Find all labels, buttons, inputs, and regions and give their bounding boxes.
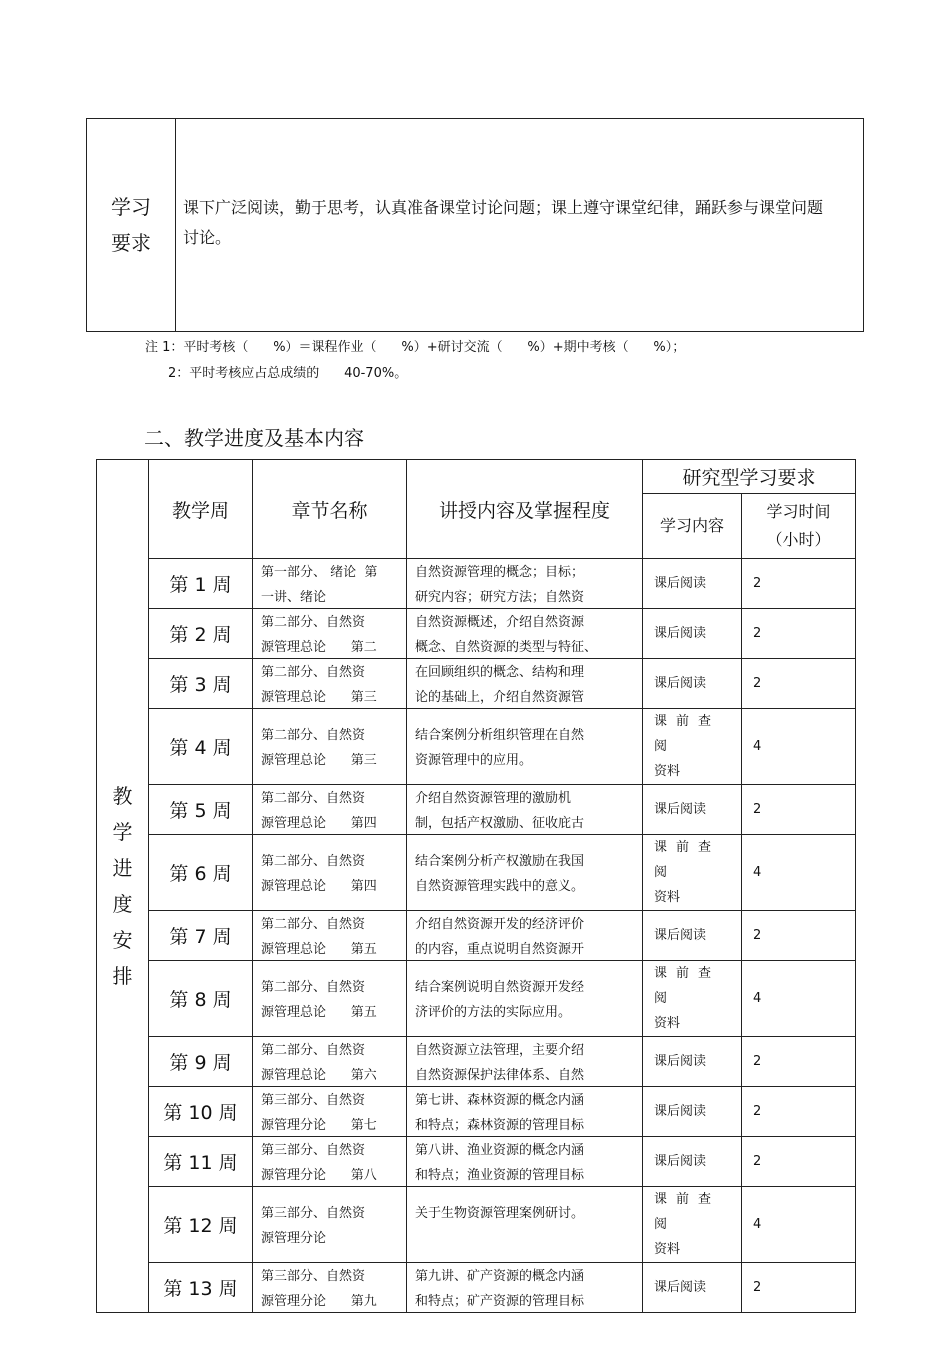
content-line1: 自然资源立法管理，主要介绍 — [415, 1042, 585, 1058]
content-line2: 自然资源管理实践中的意义。 — [415, 878, 585, 894]
chapter-line2: 源管理总论 第五 — [261, 941, 377, 957]
study-line2: 资料 — [654, 890, 681, 905]
study-line1: 课后阅读 — [654, 802, 707, 817]
study-time-cell: 4 — [742, 1187, 856, 1263]
content-line1: 介绍自然资源开发的经济评价 — [415, 916, 585, 932]
chapter-line2: 源管理分论 第八 — [261, 1167, 377, 1183]
side-char: 进 — [112, 856, 133, 880]
chapter-line1: 第二部分、自然资 — [261, 853, 366, 869]
study-time-cell: 2 — [742, 609, 856, 659]
table-row — [97, 961, 856, 1037]
content-line2: 概念、自然资源的类型与特征、 — [415, 639, 598, 655]
content-line2: 研究内容；研究方法；自然资 — [415, 589, 585, 605]
chapter-line1: 第三部分、自然资 — [261, 1205, 366, 1221]
chapter-line2: 源管理总论 第六 — [261, 1067, 377, 1083]
content-line1: 关于生物资源管理案例研讨。 — [415, 1205, 585, 1221]
chapter-line1: 第二部分、自然资 — [261, 979, 366, 995]
study-content-cell — [643, 961, 742, 1037]
header-week: 教学周 — [149, 460, 253, 559]
chapter-line1: 第二部分、自然资 — [261, 916, 366, 932]
study-line1: 课前查阅 — [654, 1192, 721, 1232]
content-line2: 论的基础上，介绍自然资源管 — [415, 689, 585, 705]
side-char: 学 — [112, 820, 133, 844]
content-line2: 的内容，重点说明自然资源开 — [415, 941, 585, 957]
content-line2: 自然资源保护法律体系、自然 — [415, 1067, 585, 1083]
content-line2: 济评价的方法的实际应用。 — [415, 1004, 572, 1020]
chapter-cell — [253, 1037, 407, 1087]
content-line2: 资源管理中的应用。 — [415, 752, 533, 768]
chapter-line1: 第二部分、自然资 — [261, 664, 366, 680]
study-line2: 资料 — [654, 1242, 681, 1257]
study-content-cell — [643, 709, 742, 785]
study-line2: 资料 — [654, 764, 681, 779]
study-time-cell: 2 — [742, 559, 856, 609]
study-time-cell: 4 — [742, 835, 856, 911]
chapter-line1: 第二部分、自然资 — [261, 727, 366, 743]
content-cell — [407, 1263, 643, 1313]
content-line1: 在回顾组织的概念、结构和理 — [415, 664, 585, 680]
study-line2: 资料 — [654, 1016, 681, 1031]
study-content-cell — [643, 785, 742, 835]
chapter-line2: 源管理总论 第四 — [261, 878, 377, 894]
chapter-cell — [253, 911, 407, 961]
content-line2: 和特点；森林资源的管理目标 — [415, 1117, 585, 1133]
table-row — [97, 1263, 856, 1313]
study-time-cell: 2 — [742, 1037, 856, 1087]
study-time-cell: 2 — [742, 659, 856, 709]
requirements-label-line2: 要求 — [111, 231, 151, 255]
study-line1: 课前查阅 — [654, 840, 721, 880]
header-chapter: 章节名称 — [253, 460, 407, 559]
table-header-row — [97, 460, 856, 494]
content-line1: 自然资源管理的概念；目标； — [415, 564, 585, 580]
table-row — [97, 911, 856, 961]
chapter-line2: 源管理分论 — [261, 1230, 327, 1246]
chapter-cell — [253, 785, 407, 835]
learning-requirements-text: 课下广泛阅读，勤于思考，认真准备课堂讨论问题；课上遵守课堂纪律，踊跃参与课堂问题讨论。 — [183, 198, 824, 247]
table-row — [97, 709, 856, 785]
table-row — [97, 785, 856, 835]
study-time-cell: 2 — [742, 911, 856, 961]
week-cell: 第 2 周 — [149, 609, 253, 659]
table-row — [97, 1137, 856, 1187]
chapter-line2: 源管理分论 第九 — [261, 1293, 377, 1309]
content-cell — [407, 911, 643, 961]
content-line1: 结合案例分析产权激励在我国 — [415, 853, 585, 869]
table-row — [97, 1037, 856, 1087]
study-content-cell — [643, 1187, 742, 1263]
table-row — [97, 1087, 856, 1137]
study-content-cell — [643, 1263, 742, 1313]
content-cell — [407, 835, 643, 911]
chapter-cell — [253, 709, 407, 785]
chapter-line1: 第二部分、自然资 — [261, 614, 366, 630]
chapter-cell — [253, 609, 407, 659]
content-line1: 第八讲、渔业资源的概念内涵 — [415, 1142, 585, 1158]
header-content: 讲授内容及掌握程度 — [407, 460, 643, 559]
content-line1: 自然资源概述，介绍自然资源 — [415, 614, 585, 630]
content-cell — [407, 659, 643, 709]
content-line1: 第七讲、森林资源的概念内涵 — [415, 1092, 585, 1108]
week-cell: 第 12 周 — [149, 1187, 253, 1263]
chapter-cell — [253, 1137, 407, 1187]
week-cell: 第 3 周 — [149, 659, 253, 709]
chapter-line1: 第二部分、自然资 — [261, 1042, 366, 1058]
section-title: 二、教学进度及基本内容 — [144, 426, 364, 450]
chapter-line1: 第三部分、自然资 — [261, 1268, 366, 1284]
study-time-cell: 2 — [742, 785, 856, 835]
content-cell — [407, 1187, 643, 1263]
week-cell: 第 11 周 — [149, 1137, 253, 1187]
requirements-label-line1: 学习 — [111, 195, 151, 219]
study-content-cell — [643, 659, 742, 709]
chapter-cell — [253, 1187, 407, 1263]
header-study-time-line2: （小时） — [766, 530, 831, 549]
header-study-time — [742, 494, 856, 559]
chapter-line1: 第三部分、自然资 — [261, 1142, 366, 1158]
week-cell: 第 7 周 — [149, 911, 253, 961]
table-row — [97, 659, 856, 709]
table-row — [97, 559, 856, 609]
content-cell — [407, 559, 643, 609]
week-cell: 第 10 周 — [149, 1087, 253, 1137]
study-time-cell: 4 — [742, 961, 856, 1037]
content-cell — [407, 1037, 643, 1087]
side-char: 排 — [112, 964, 133, 988]
chapter-line2: 源管理总论 第三 — [261, 689, 377, 705]
table-row — [97, 1187, 856, 1263]
content-line2: 制，包括产权激励、征收庇古 — [415, 815, 585, 831]
study-line1: 课后阅读 — [654, 1280, 707, 1295]
study-content-cell — [643, 1087, 742, 1137]
side-char: 度 — [112, 892, 133, 916]
header-research: 研究型学习要求 — [643, 460, 856, 494]
study-content-cell — [643, 1137, 742, 1187]
study-content-cell — [643, 835, 742, 911]
content-line1: 第九讲、矿产资源的概念内涵 — [415, 1268, 585, 1284]
chapter-cell — [253, 1263, 407, 1313]
study-time-cell: 4 — [742, 709, 856, 785]
chapter-cell — [253, 659, 407, 709]
study-time-cell: 2 — [742, 1137, 856, 1187]
chapter-line2: 源管理总论 第二 — [261, 639, 377, 655]
side-char: 安 — [112, 928, 133, 952]
content-line1: 介绍自然资源管理的激励机 — [415, 790, 572, 806]
chapter-line1: 第二部分、自然资 — [261, 790, 366, 806]
study-time-cell: 2 — [742, 1087, 856, 1137]
table-row — [97, 835, 856, 911]
study-line1: 课后阅读 — [654, 676, 707, 691]
chapter-line2: 源管理分论 第七 — [261, 1117, 377, 1133]
note-1: 注 1：平时考核（ %）＝课程作业（ %）+研讨交流（ %）+期中考核（ %）； — [145, 340, 686, 355]
learning-requirements-label — [87, 119, 176, 331]
content-line2: 和特点；渔业资源的管理目标 — [415, 1167, 585, 1183]
chapter-line2: 一讲、绪论 — [261, 589, 327, 605]
study-line1: 课后阅读 — [654, 626, 707, 641]
chapter-cell — [253, 961, 407, 1037]
study-line1: 课后阅读 — [654, 576, 707, 591]
study-content-cell — [643, 911, 742, 961]
week-cell: 第 6 周 — [149, 835, 253, 911]
content-cell — [407, 1087, 643, 1137]
content-cell — [407, 709, 643, 785]
study-line1: 课前查阅 — [654, 966, 721, 1006]
content-cell — [407, 961, 643, 1037]
week-cell: 第 8 周 — [149, 961, 253, 1037]
week-cell: 第 1 周 — [149, 559, 253, 609]
study-line1: 课后阅读 — [654, 1154, 707, 1169]
content-line1: 结合案例分析组织管理在自然 — [415, 727, 585, 743]
study-line1: 课后阅读 — [654, 928, 707, 943]
schedule-side-label — [97, 460, 149, 1313]
content-cell — [407, 1137, 643, 1187]
study-line1: 课后阅读 — [654, 1054, 707, 1069]
chapter-line2: 源管理总论 第五 — [261, 1004, 377, 1020]
week-cell: 第 5 周 — [149, 785, 253, 835]
content-line1: 结合案例说明自然资源开发经 — [415, 979, 585, 995]
study-line1: 课前查阅 — [654, 714, 721, 754]
content-line2: 和特点；矿产资源的管理目标 — [415, 1293, 585, 1309]
study-content-cell — [643, 1037, 742, 1087]
chapter-line2: 源管理总论 第四 — [261, 815, 377, 831]
week-cell: 第 4 周 — [149, 709, 253, 785]
schedule-table — [96, 459, 856, 1313]
chapter-line2: 源管理总论 第三 — [261, 752, 377, 768]
content-cell — [407, 609, 643, 659]
table-row — [97, 609, 856, 659]
chapter-line1: 第三部分、自然资 — [261, 1092, 366, 1108]
study-time-cell: 2 — [742, 1263, 856, 1313]
content-cell — [407, 785, 643, 835]
week-cell: 第 9 周 — [149, 1037, 253, 1087]
chapter-cell — [253, 835, 407, 911]
header-study-time-line1: 学习时间 — [766, 502, 831, 521]
study-content-cell — [643, 609, 742, 659]
header-study-content: 学习内容 — [643, 494, 742, 559]
side-char: 教 — [112, 784, 133, 808]
week-cell: 第 13 周 — [149, 1263, 253, 1313]
chapter-line1: 第一部分、 绪论 第 — [261, 564, 378, 580]
study-content-cell — [643, 559, 742, 609]
study-line1: 课后阅读 — [654, 1104, 707, 1119]
note-2: 2：平时考核应占总成绩的 40-70%。 — [168, 366, 408, 381]
chapter-cell — [253, 559, 407, 609]
learning-requirements-box — [86, 118, 864, 332]
chapter-cell — [253, 1087, 407, 1137]
